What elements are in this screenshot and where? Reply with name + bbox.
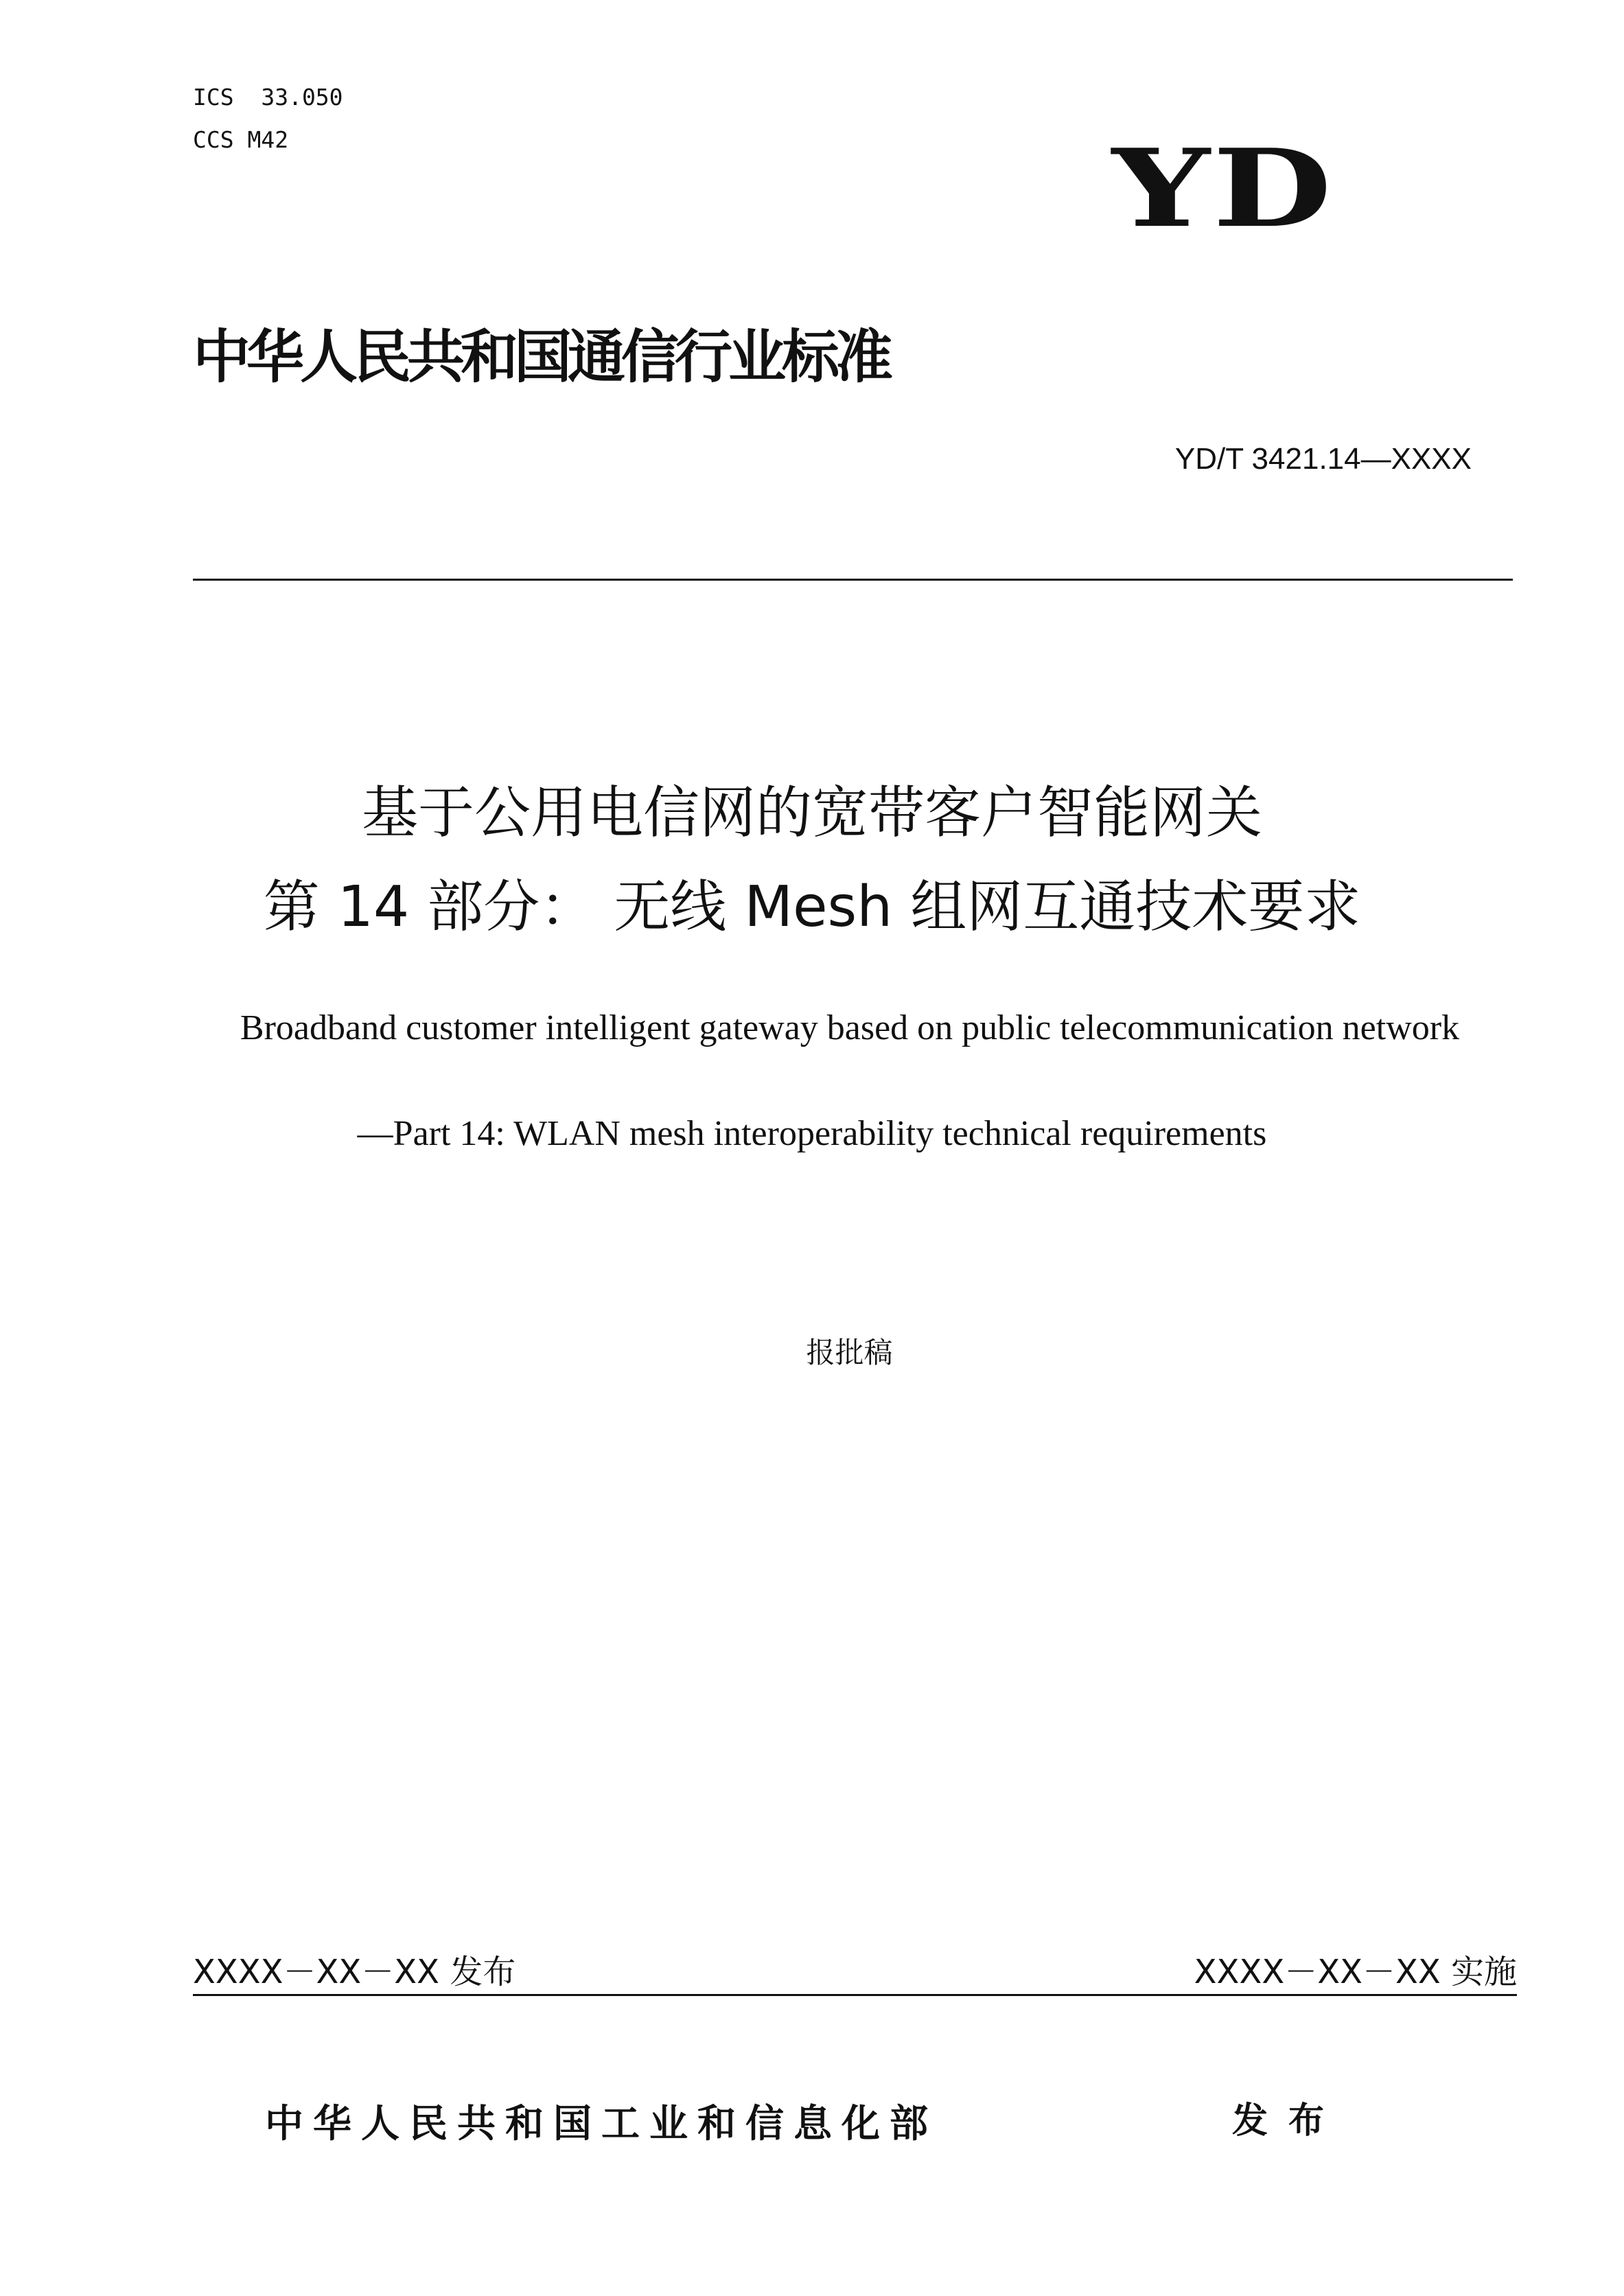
standard-number: YD/T 3421.14—XXXX	[1174, 442, 1472, 476]
issuing-ministry: 中华人民共和国工业和信息化部	[265, 2102, 938, 2146]
publish-label: 发布	[1232, 2100, 1345, 2142]
implementation-date: XXXX－XX－XX 实施	[1194, 1953, 1517, 1991]
footer-divider	[193, 1994, 1517, 1996]
issue-date: XXXX－XX－XX 发布	[193, 1953, 516, 1991]
industry-standard-title: 中华人民共和国通信行业标准	[193, 323, 890, 391]
ccs-code: CCS M42	[193, 126, 289, 153]
english-title-line-1: Broadband customer intelligent gateway based on public telecommunication network	[240, 1008, 1460, 1047]
ics-code: ICS 33.050	[193, 84, 343, 111]
chinese-title-line-1: 基于公用电信网的宽带客户智能网关	[361, 780, 1262, 846]
yd-logo: YD	[1112, 126, 1335, 252]
header-divider	[193, 579, 1513, 581]
english-title-line-2: —Part 14: WLAN mesh interoperability technical requirements	[357, 1114, 1267, 1153]
chinese-title-line-2: 第 14 部分： 无线 Mesh 组网互通技术要求	[263, 874, 1361, 940]
draft-status: 报批稿	[806, 1336, 893, 1369]
